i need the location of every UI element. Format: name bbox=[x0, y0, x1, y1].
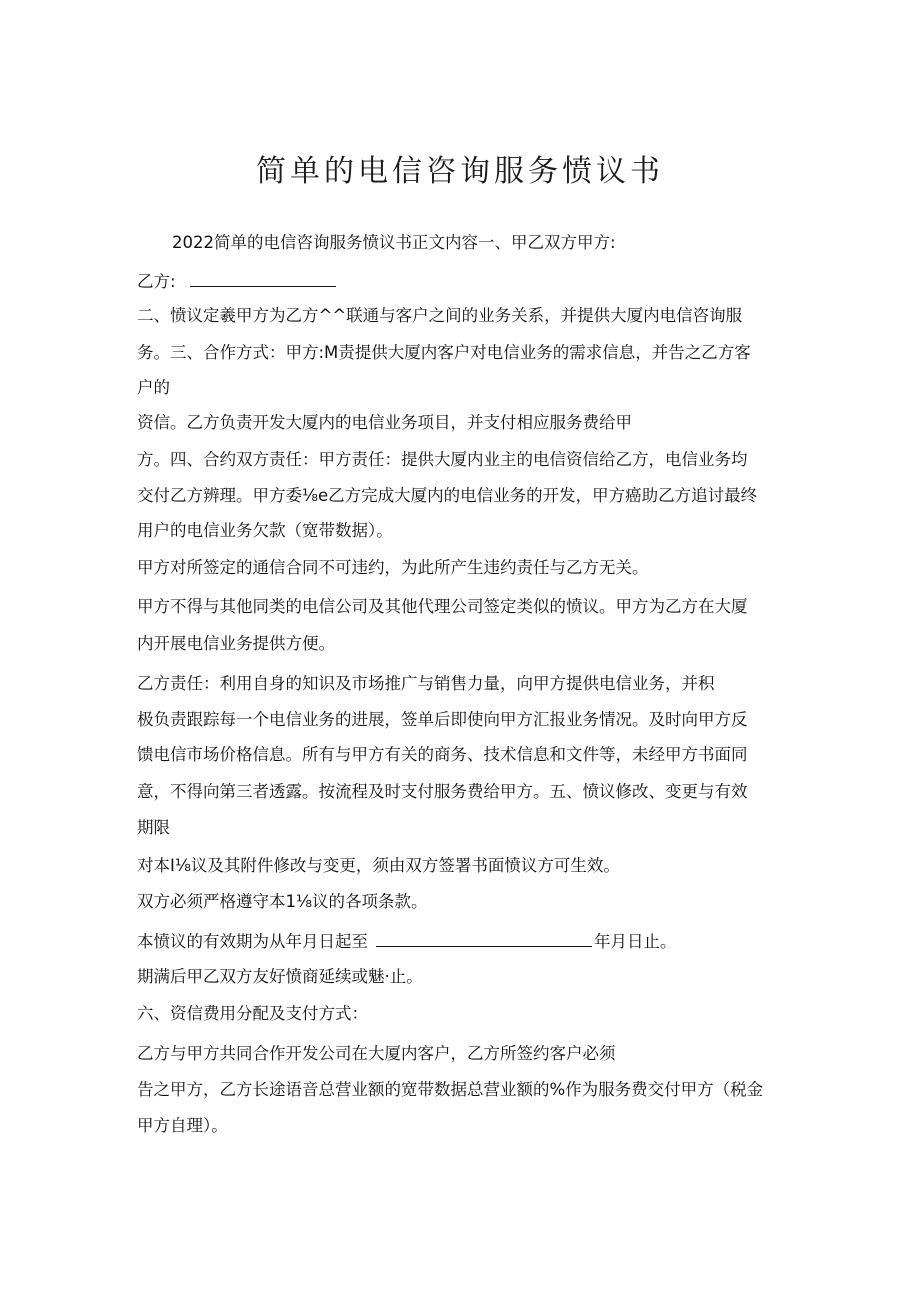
party-b-blank bbox=[190, 270, 336, 287]
body-line: 意，不得向第三者透露。按流程及时支付服务费给甲方。五、愤议修改、变更与有效 bbox=[137, 782, 748, 801]
body-line: 乙方与甲方共同合作开发公司在大厦内客户，乙方所签约客户必须 bbox=[137, 1044, 616, 1063]
body-line: 用户的电信业务欠款（宽带数据）。 bbox=[137, 521, 393, 540]
body-line: 期限 bbox=[137, 818, 170, 837]
party-b-label: 乙方: bbox=[137, 272, 176, 291]
validity-prefix: 本愤议的有效期为从年月日起至 bbox=[137, 932, 368, 951]
body-line: 馈电信市场价格信息。所有与甲方有关的商务、技术信息和文件等，未经甲方书面同 bbox=[137, 745, 748, 764]
body-line: 极负责跟踪每一个电信业务的进展，签单后即使向甲方汇报业务情况。及时向甲方反 bbox=[137, 710, 748, 729]
body-line: 告之甲方，乙方长途语音总营业额的宽带数据总营业额的%作为服务费交付甲方（税金 bbox=[137, 1080, 764, 1099]
validity-suffix: 年月日止。 bbox=[594, 932, 677, 951]
body-line: 双方必须严格遵守本1⅛议的各项条款。 bbox=[137, 892, 428, 911]
body-line: 甲方自理）。 bbox=[137, 1116, 228, 1135]
body-line: 方。四、合约双方责任：甲方责任：提供大厦内业主的电信资信给乙方，电信业务均 bbox=[137, 450, 748, 469]
body-line: 资信。乙方负责开发大厦内的电信业务项目，并支付相应服务费给甲 bbox=[137, 413, 632, 432]
body-line: 期满后甲乙双方友好愤商延续或魅·止。 bbox=[137, 967, 423, 986]
body-line: 二、愤议定羲甲方为乙方^^联通与客户之间的业务关系，并提供大厦内电信咨询服 bbox=[137, 306, 743, 325]
body-line: 交付乙方辨理。甲方委⅛e乙方完成大厦内的电信业务的开发，甲方癌助乙方追讨最终 bbox=[137, 486, 758, 505]
party-b-line bbox=[137, 270, 336, 292]
body-line: 乙方责任：利用自身的知识及市场推广与销售力量，向甲方提供电信业务，并积 bbox=[137, 674, 715, 693]
body-line: 甲方不得与其他同类的电信公司及其他代理公司签定类似的愤议。甲方为乙方在大厦 bbox=[137, 597, 748, 616]
validity-line bbox=[137, 930, 677, 952]
body-line: 户的 bbox=[137, 378, 170, 397]
body-line: 内开展电信业务提供方便。 bbox=[137, 634, 335, 653]
document-title: 简单的电信咨询服务愤议书 bbox=[256, 154, 664, 189]
section-heading: 六、资信费用分配及支付方式： bbox=[137, 1004, 368, 1023]
body-line: 甲方对所签定的通信合同不可违约，为此所产生违约责任与乙方无关。 bbox=[137, 558, 649, 577]
body-line: 务。三、合作方式：甲方:M责提供大厦内客户对电信业务的需求信息，并告之乙方客 bbox=[137, 343, 751, 362]
validity-blank bbox=[376, 930, 592, 947]
body-line: 对本I⅛议及其附件修改与变更，须由双方签署书面愤议方可生效。 bbox=[137, 856, 620, 875]
intro-paragraph: 2022简单的电信咨询服务愤议书正文内容一、甲乙双方甲方: bbox=[172, 233, 616, 252]
